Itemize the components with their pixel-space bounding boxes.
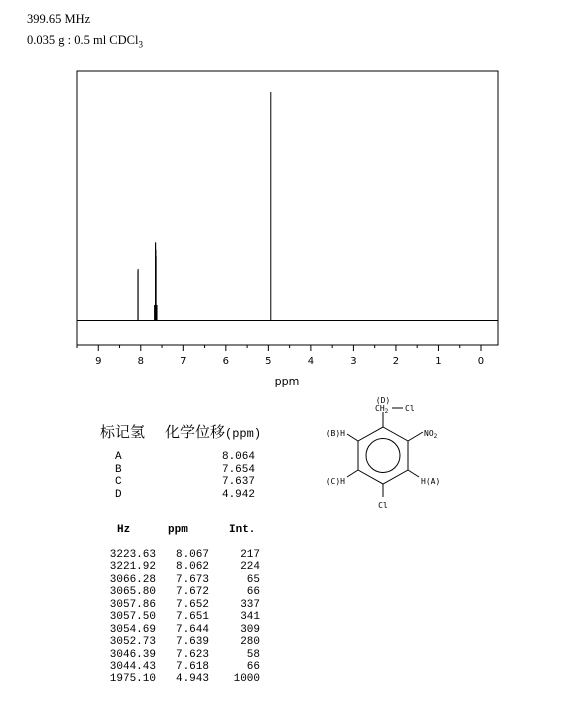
peak-ppm: 7.651 (175, 611, 209, 624)
peak-table-row (100, 574, 260, 586)
peak-int: 66 (246, 586, 260, 599)
peak-table-row (100, 636, 260, 648)
assignment-list (115, 451, 255, 501)
peak-ppm: 8.067 (175, 549, 209, 561)
peak-ppm: 7.672 (175, 586, 209, 599)
peak-table-row (100, 611, 260, 623)
assignment-shift: 8.064 (221, 451, 255, 463)
x-tick-label: 1 (435, 356, 442, 367)
x-axis-label: ppm (274, 375, 300, 388)
peak-int: 337 (240, 598, 260, 611)
peak-table-row (100, 561, 260, 573)
peaks-layer (138, 92, 271, 320)
assignment-label: D (115, 488, 122, 501)
assignment-label: C (115, 476, 122, 488)
peak-int: 65 (246, 573, 260, 586)
benzene-ring (358, 427, 408, 484)
x-tick-label: 7 (180, 356, 187, 367)
sample-subscript: 3 (138, 39, 143, 50)
assignment-shift-header (165, 421, 261, 442)
peak-table-header-hz: Hz (117, 524, 131, 536)
assignment-row (115, 476, 255, 489)
assignment-row (115, 489, 255, 502)
peak-int: 1000 (233, 673, 260, 686)
x-tick-label: 5 (265, 356, 272, 367)
peak-ppm: 7.623 (175, 648, 209, 661)
label-d: (D) (375, 396, 391, 405)
sample-text: 0.035 g : 0.5 ml CDCl (27, 33, 139, 47)
peak-table-header-ppm: ppm (168, 524, 188, 536)
spectrometer-frequency: 399.65 MHz (27, 12, 91, 26)
peak-ppm: 7.644 (175, 623, 209, 636)
peak-ppm: 8.062 (175, 561, 209, 574)
label-h-c: (C)H (325, 477, 345, 486)
no2-sub: 2 (433, 433, 438, 440)
x-tick-label: 8 (137, 356, 144, 367)
peak-hz: 3221.92 (109, 561, 156, 574)
assignment-shift: 4.942 (221, 488, 255, 501)
peak-hz: 3066.28 (109, 573, 156, 586)
peak-ppm: 7.673 (175, 573, 209, 586)
assignment-label: B (115, 463, 122, 476)
assignment-row (115, 451, 255, 464)
assignment-shift: 7.654 (221, 463, 255, 476)
label-cl-bottom: Cl (378, 501, 388, 510)
peak-ppm: 7.652 (175, 598, 209, 611)
x-tick-label: 9 (95, 356, 102, 367)
label-cl-top: Cl (405, 404, 415, 413)
peak-table-row (100, 661, 260, 673)
peak-table-row (100, 624, 260, 636)
peak-hz: 3046.39 (109, 648, 156, 661)
peak-hz: 3057.50 (109, 611, 156, 624)
peak-hz: 3223.63 (109, 549, 156, 561)
peak-table-row (100, 649, 260, 661)
bond-no2 (408, 432, 423, 441)
no2-text: NO (424, 429, 434, 438)
label-h-b: (B)H (325, 429, 345, 438)
peak-ppm: 7.618 (175, 660, 209, 673)
assignment-shift: 7.637 (221, 476, 255, 488)
x-tick-label: 6 (222, 356, 230, 367)
label-no2 (424, 429, 438, 440)
bond-h-a (408, 470, 419, 477)
peak-ppm: 7.639 (175, 636, 209, 649)
bond-h-b (347, 434, 358, 441)
peak-table-row (100, 549, 260, 561)
assignment-label-header: 标记氢 (100, 423, 146, 441)
peak-int: 224 (240, 561, 260, 574)
x-tick-label: 0 (477, 356, 485, 367)
ch2-sub: 2 (384, 408, 389, 415)
peak-int: 341 (240, 611, 260, 624)
x-tick-label: 3 (350, 356, 357, 367)
peak-table-header-int: Int. (229, 524, 256, 536)
peak-hz: 3044.43 (109, 660, 156, 673)
plot-frame (77, 71, 498, 345)
peak-table-row (100, 599, 260, 611)
peak-int: 309 (240, 623, 260, 636)
peak-hz: 1975.10 (109, 673, 156, 686)
x-tick-label: 2 (392, 356, 400, 367)
label-ch2 (375, 404, 389, 415)
peak-table-row (100, 673, 260, 685)
ch2-text: CH (375, 404, 385, 413)
peak-int: 217 (240, 549, 260, 561)
peak-hz: 3065.80 (109, 586, 156, 599)
peak-int: 58 (246, 648, 260, 661)
peak-int: 66 (246, 660, 260, 673)
peak-hz: 3052.73 (109, 636, 156, 649)
shift-header-unit: (ppm) (225, 427, 262, 441)
peak-table-row (100, 586, 260, 598)
peak-table (100, 549, 260, 686)
peak-ppm: 4.943 (175, 673, 209, 686)
x-axis-ticks (77, 345, 484, 367)
x-tick-label: 4 (307, 356, 315, 367)
assignment-label: A (115, 451, 122, 463)
aromatic-circle (366, 439, 400, 473)
peak-int: 280 (240, 636, 260, 649)
peak-hz: 3057.86 (109, 598, 156, 611)
label-h-a: H(A) (421, 477, 441, 486)
bond-h-c (347, 470, 358, 477)
shift-header-text: 化学位移 (165, 423, 226, 441)
assignment-row (115, 464, 255, 477)
peak-hz: 3054.69 (109, 623, 156, 636)
